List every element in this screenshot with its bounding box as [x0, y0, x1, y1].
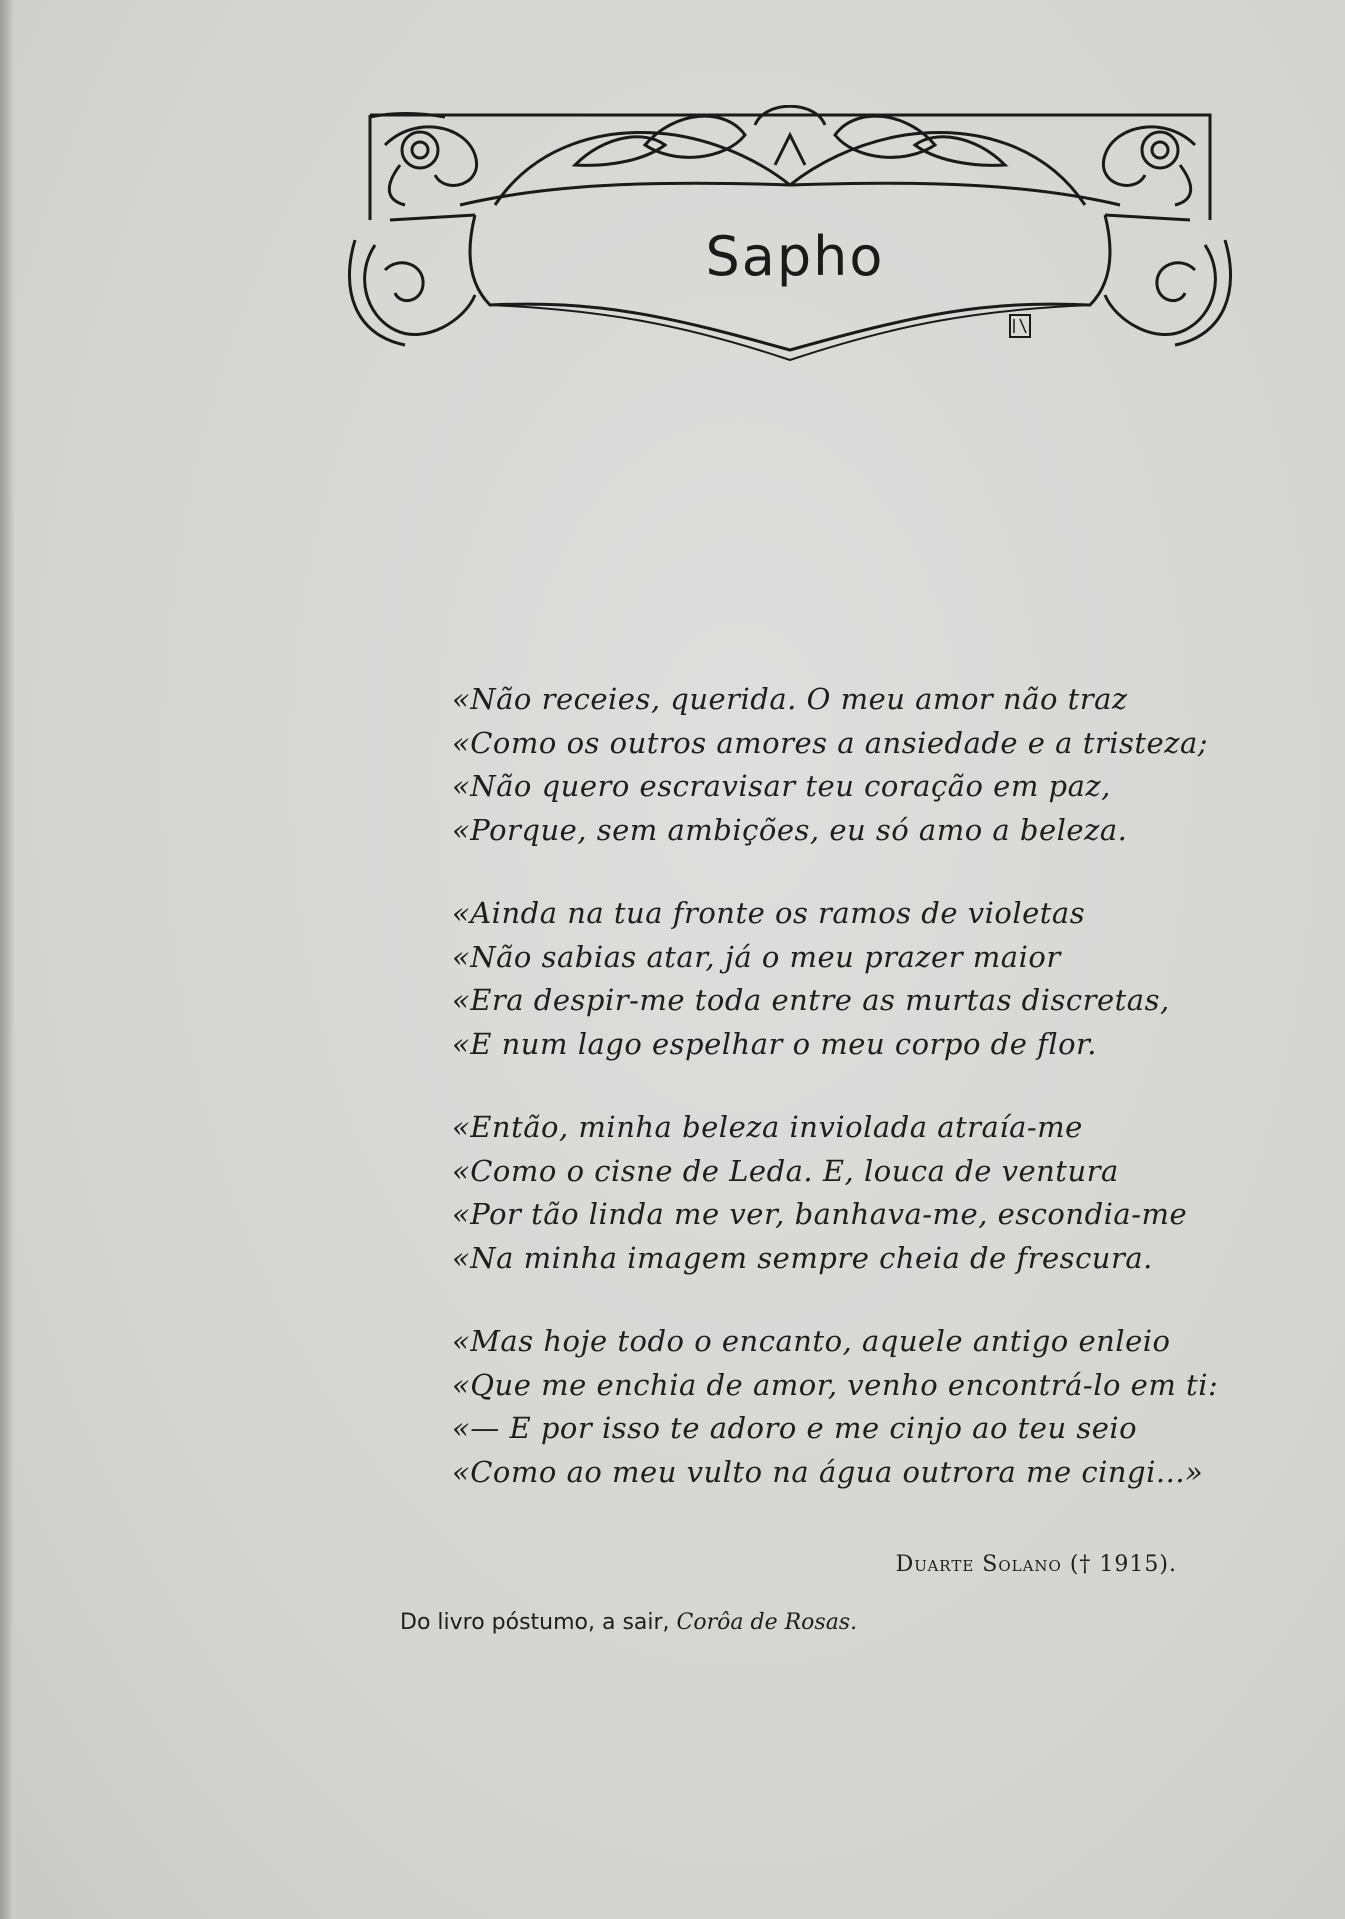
poem-line: «Como os outros amores a ansiedade e a tristeza; — [452, 725, 1209, 760]
stanza-3 — [452, 1106, 1212, 1280]
poem-line: «Não sabias atar, já o meu prazer maior — [452, 939, 1061, 974]
book-title: Corôa de Rosas. — [676, 1610, 858, 1635]
poem-line: «E num lago espelhar o meu corpo de flor. — [452, 1026, 1097, 1061]
stanza-1 — [452, 678, 1212, 852]
poem-line: «Por tão linda me ver, banhava-me, escondia-me — [452, 1197, 1188, 1231]
stanza-2 — [452, 892, 1212, 1066]
source-prefix: Do livro póstumo, a sair, — [400, 1610, 677, 1635]
page-edge — [0, 0, 14, 1919]
stanza-4 — [452, 1320, 1219, 1494]
author-signature: Duarte Solano († 1915). — [895, 1552, 1177, 1577]
poem-line: «Então, minha beleza inviolada atraía-me — [452, 1110, 1083, 1144]
poem-line: «Como ao meu vulto na água outrora me cingi...» — [452, 1454, 1204, 1489]
poem — [452, 678, 1219, 1534]
poem-line: «Que me enchia de amor, venho encontrá-lo em ti: — [452, 1367, 1219, 1402]
poem-line: «Porque, sem ambições, eu só amo a beleza. — [452, 812, 1128, 847]
poem-line: «Na minha imagem sempre cheia de frescura. — [452, 1240, 1153, 1275]
poem-line: «— E por isso te adoro e me cinjo ao teu seio — [452, 1411, 1138, 1445]
poem-line: «Não receies, querida. O meu amor não traz — [452, 682, 1128, 716]
poem-line: «Como o cisne de Leda. E, louca de ventura — [452, 1153, 1119, 1188]
poem-line: «Mas hoje todo o encanto, aquele antigo enleio — [452, 1324, 1171, 1358]
poem-line: «Ainda na tua fronte os ramos de violetas — [452, 896, 1086, 930]
page-title: Sapho — [705, 225, 885, 288]
poem-line: «Não quero escravisar teu coração em paz, — [452, 769, 1111, 803]
poem-line: «Era despir-me toda entre as murtas discretas, — [452, 983, 1170, 1017]
source-note — [400, 1610, 857, 1635]
